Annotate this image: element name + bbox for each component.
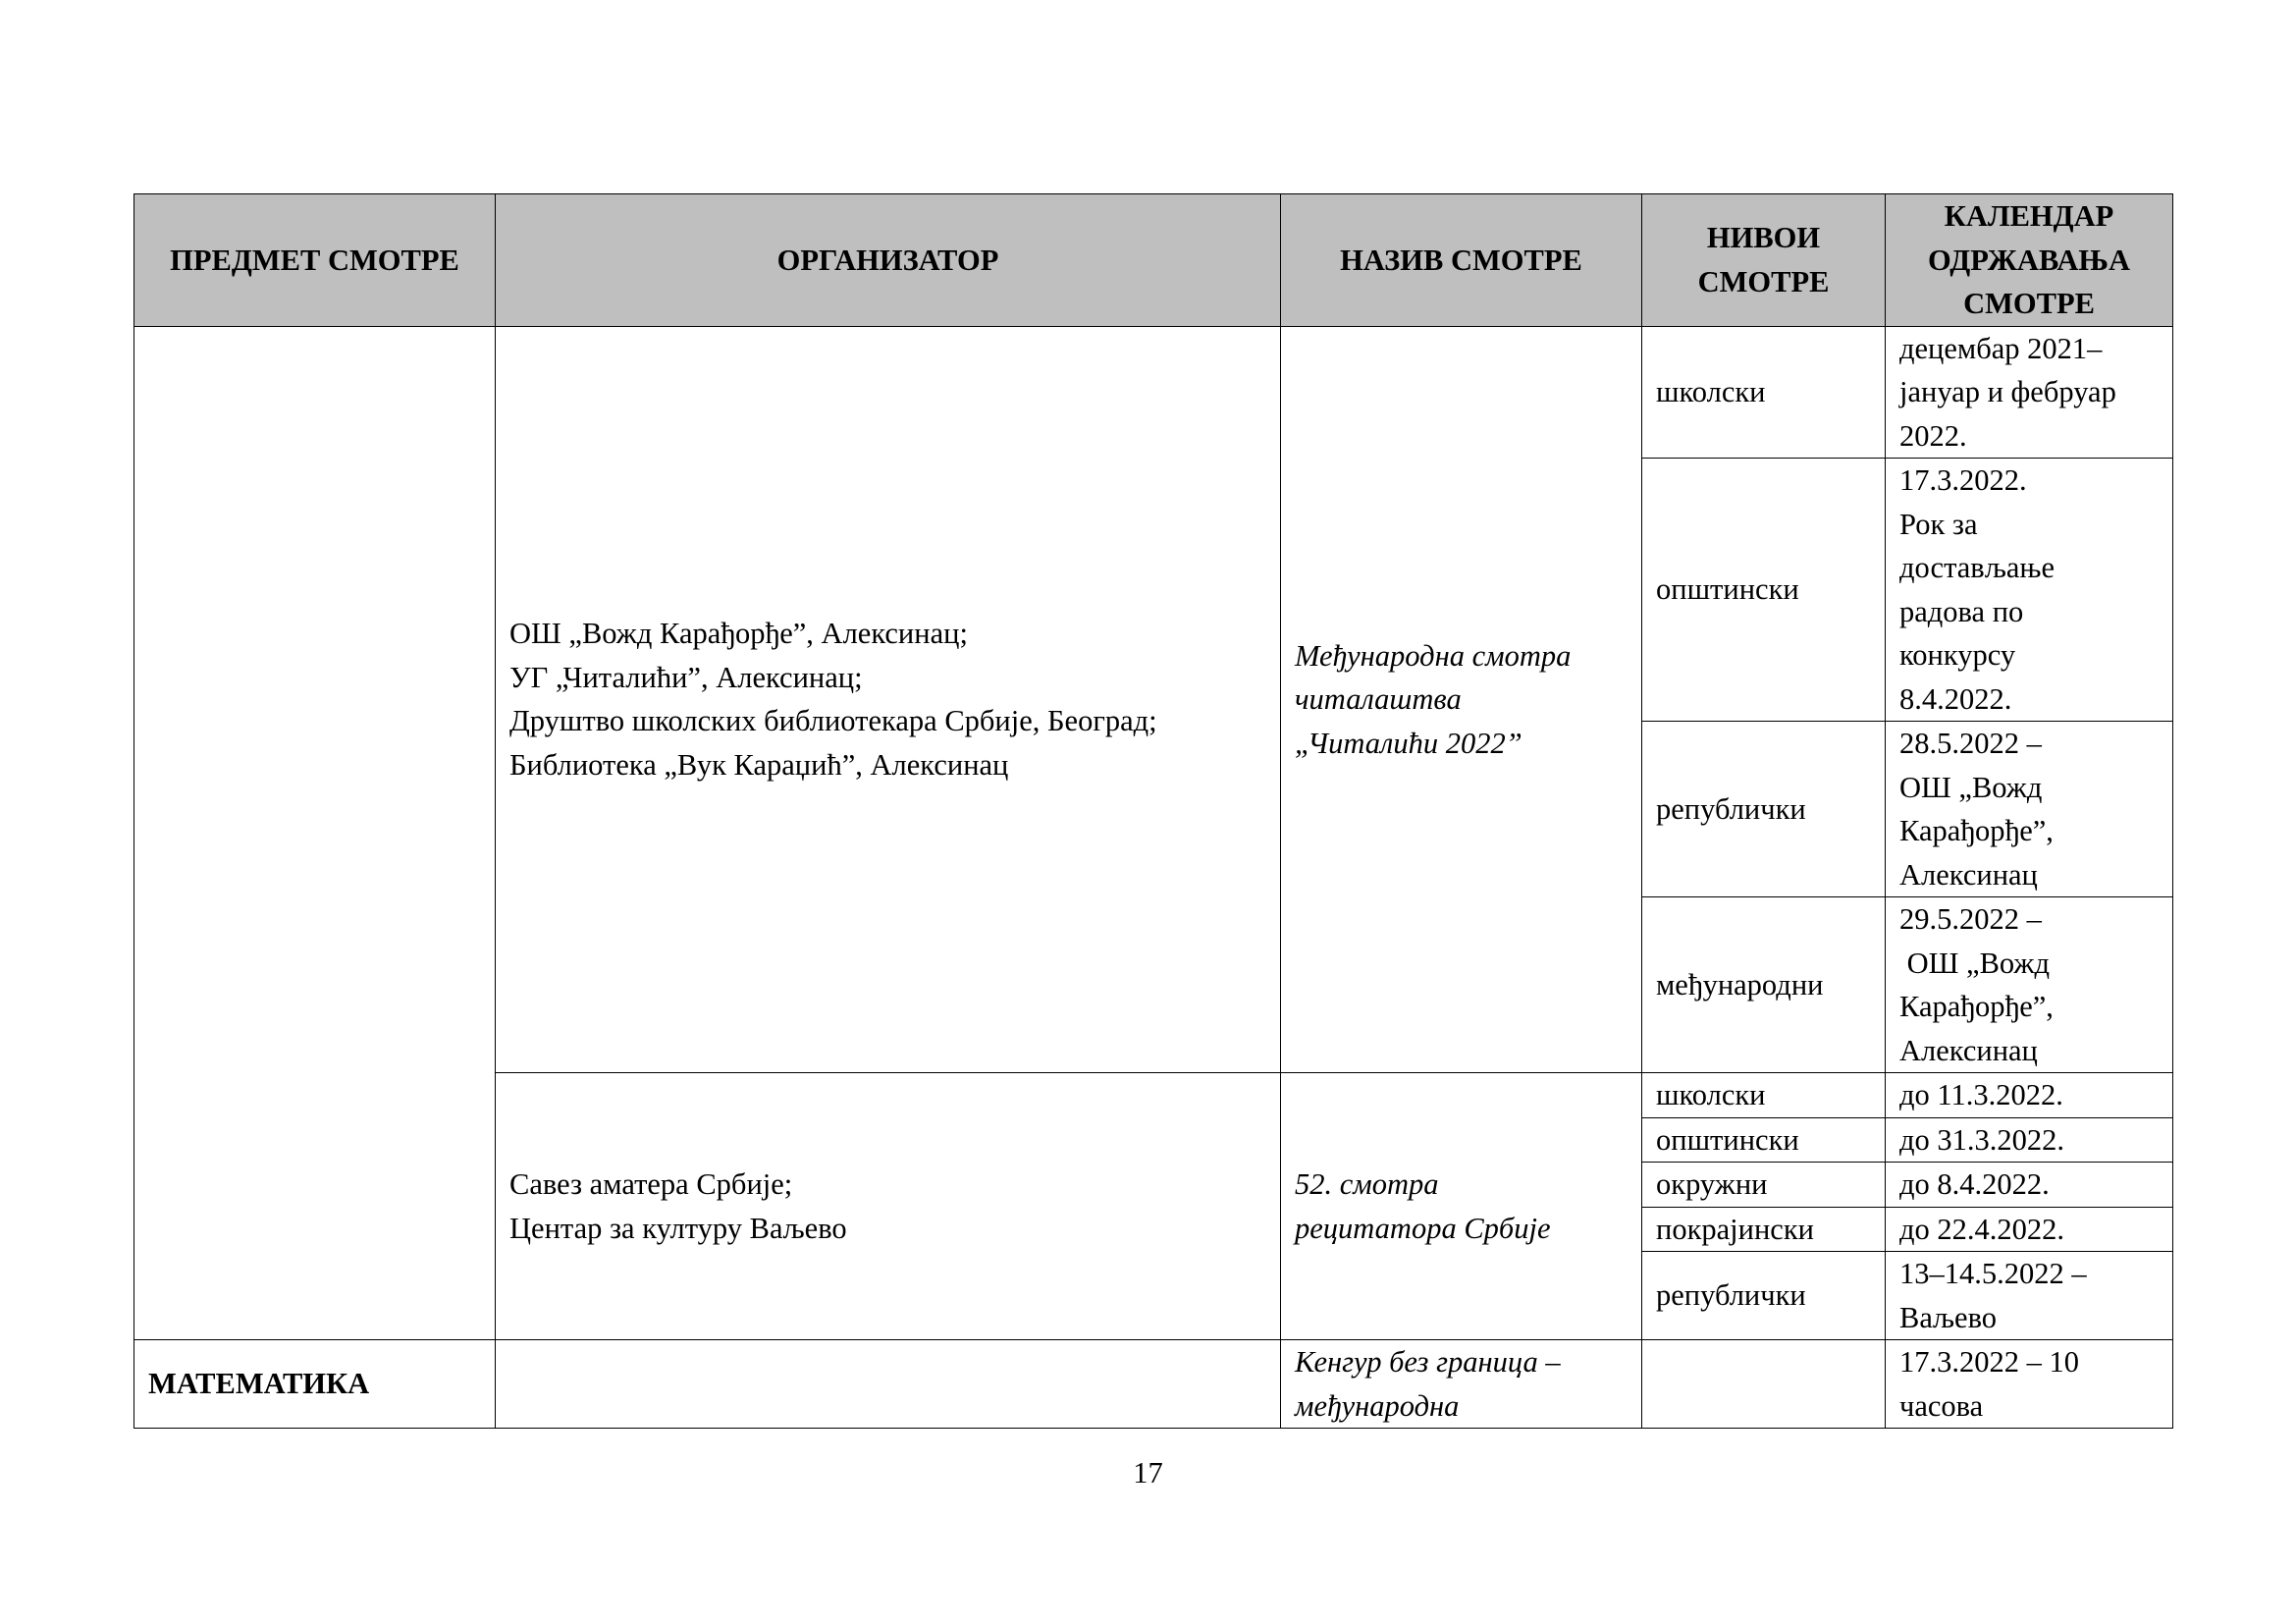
level-cell: окружни bbox=[1642, 1163, 1886, 1208]
table-header-row bbox=[134, 194, 2173, 327]
table-row bbox=[134, 326, 2173, 459]
calendar-cell: до 31.3.2022. bbox=[1886, 1117, 2173, 1163]
header-level: НИВОИ СМОТРЕ bbox=[1642, 194, 1886, 327]
calendar-cell: до 11.3.2022. bbox=[1886, 1073, 2173, 1118]
organizer-cell: Савез аматера Србије; Центар за културу Ваљево bbox=[496, 1073, 1281, 1340]
competition-schedule-table bbox=[133, 193, 2173, 1429]
level-cell: међународни bbox=[1642, 897, 1886, 1073]
table-row bbox=[134, 1340, 2173, 1429]
level-cell: покрајински bbox=[1642, 1207, 1886, 1252]
header-organizer: ОРГАНИЗАТОР bbox=[496, 194, 1281, 327]
competition-name-cell: Кенгур без граница – међународна bbox=[1281, 1340, 1642, 1429]
level-cell: школски bbox=[1642, 326, 1886, 459]
page-number: 17 bbox=[1133, 1456, 1163, 1489]
level-cell: општински bbox=[1642, 1117, 1886, 1163]
calendar-cell: 17.3.2022. Рок за достављање радова по конкурсу 8.4.2022. bbox=[1886, 459, 2173, 722]
header-calendar: КАЛЕНДАР ОДРЖАВАЊА СМОТРЕ bbox=[1886, 194, 2173, 327]
calendar-cell: 29.5.2022 – ОШ „Вожд Карађорђе”, Алексинац bbox=[1886, 897, 2173, 1073]
calendar-cell: децембар 2021– јануар и фебруар 2022. bbox=[1886, 326, 2173, 459]
calendar-cell: до 22.4.2022. bbox=[1886, 1207, 2173, 1252]
level-cell: републички bbox=[1642, 1252, 1886, 1340]
competition-name-cell: 52. смотра рецитатора Србије bbox=[1281, 1073, 1642, 1340]
level-cell: републички bbox=[1642, 722, 1886, 897]
calendar-cell: 28.5.2022 – ОШ „Вожд Карађорђе”, Алексинац bbox=[1886, 722, 2173, 897]
level-cell bbox=[1642, 1340, 1886, 1429]
organizer-cell bbox=[496, 1340, 1281, 1429]
subject-cell-empty bbox=[134, 326, 496, 1340]
calendar-cell: 13–14.5.2022 – Ваљево bbox=[1886, 1252, 2173, 1340]
level-cell: општински bbox=[1642, 459, 1886, 722]
header-name: НАЗИВ СМОТРЕ bbox=[1281, 194, 1642, 327]
calendar-cell: 17.3.2022 – 10 часова bbox=[1886, 1340, 2173, 1429]
calendar-cell: до 8.4.2022. bbox=[1886, 1163, 2173, 1208]
subject-cell: МАТЕМАТИКА bbox=[134, 1340, 496, 1429]
level-cell: школски bbox=[1642, 1073, 1886, 1118]
header-subject: ПРЕДМЕТ СМОТРЕ bbox=[134, 194, 496, 327]
competition-name-cell: Међународна смотра читалаштва „Читалићи 2022” bbox=[1281, 326, 1642, 1073]
organizer-cell: ОШ „Вожд Карађорђе”, Алексинац; УГ „Читалићи”, Алексинац; Друштво школских библиотекара Србије, Београд; Библиотека „Вук Караџић”, Алексинац bbox=[496, 326, 1281, 1073]
